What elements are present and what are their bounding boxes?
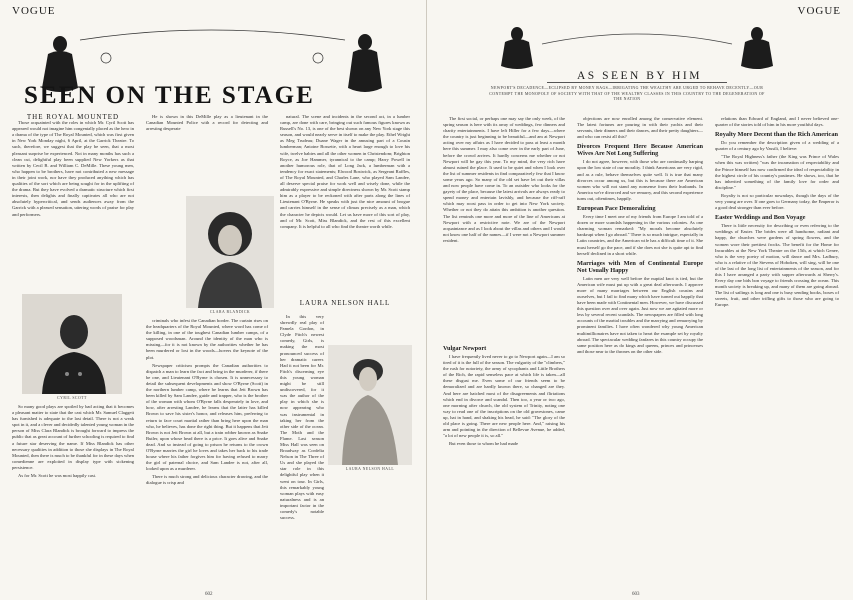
column-3-lower bbox=[280, 314, 324, 521]
column-2 bbox=[577, 116, 703, 584]
paragraph: The first social, or perhaps one may say the only week, of the spring season is here with its array of weddings, few dinners and charity entertainments. I have left Hiller for a few days—where the country is just beginning to be beautiful—and am at Newport acting over my affairs as I have decided to pass at least a month here this summer. I may also come over in the early part of June, before the crowd arrives. It hardly concerns me whether or not Newport will be gay this year. To my mind, the very rich have almost ruined the place. It used to be quiet and when I look over the list of summer residents in find comparatively few that I know some years ago. So many of the old set have let out their villas and now people have come in. To an outsider who looks for the gayety of the place, because the latest arrivals are always ready to spend money and entertain lavishly, and because the riff-raff which may roost pass in order to get into New York society. Whether or not they do attain this ambition is another question. The list reminds one more and more of the line of Americans at Newport with a restrictive note. We are of the Newport acquaintance and as I look about the villas and others and I would not know one half of the names—if I were not a Newport summer resident. bbox=[443, 116, 565, 243]
column-1-lower bbox=[12, 404, 134, 584]
paragraph: He is shown in this DeMille play as a lieutenant in the Canadian Mounted Police with a record for detecting and arresting desperate bbox=[146, 114, 268, 132]
section-title: SEEN ON THE STAGE bbox=[24, 82, 315, 109]
photo-caption: CYRIL SCOTT bbox=[57, 396, 87, 400]
subheading: Easter Weddings and Bon Voyage bbox=[715, 214, 806, 222]
paragraph: In this very shrewdly real play of Pamela Gordon, in Clyde Fitch's newest comedy, Girls, is making the most pronounced success of her dramatic career. Had it not been for Mr. Fitch's discerning eye this young woman might be still undiscovered, for it was the author of the play in which she is now appearing who was instrumental in taking her from the other side of the ocean. The Moth and the Flame. Last season Miss Hall was seen on Broadway as Cordelia Nelson in The Three of Us and she played the star role in this delightful play when it went on tour. In Girls, this remarkably young woman plays with easy naturalness and is an important factor in the comedy's notable success. bbox=[280, 314, 324, 521]
portrait-photo-cyril-scott bbox=[22, 294, 122, 394]
header-illustration bbox=[447, 16, 832, 68]
masthead-logo: VOGUE bbox=[797, 5, 841, 17]
column-1 bbox=[443, 116, 565, 341]
paragraph: There is much strong and delicious character drawing, and the dialogue is crisp and bbox=[146, 474, 268, 486]
column-3-heading bbox=[280, 300, 410, 312]
page-number: 603 bbox=[632, 592, 640, 597]
subheading: Vulgar Newport bbox=[443, 345, 487, 352]
paragraph: Every time I meet one of my friends from Europe I am told of a dozen or more scandals happening in the various colonies. As one charming woman remarked: "My morals become absolutely bankrupt when I go abroad." There is so much intrigue, especially in Latin countries, and the American wife has a difficult time of it. She must herself go the pace, and if she does not she is quite apt to find herself declined in a short while. bbox=[577, 214, 703, 256]
paragraph: There is little necessity for describing or even referring to the weddings of Easter. The brides were all handsome, radiant and happy, the churches were gardens of spring flowers, and the women wore their prettiest frocks. The benefit for the Home for Incurables at the New York Theatre on the 15th, at which Genee, who is the very poetry of motion, will dance and Mrs. Ladbury, who is a relative of the Stevens of Hoboken, will sing, will be one of the last of the long list of entertainments of the season, and for this I have arranged a party with supper afterwards at Sherry's. Every day one bids bon voyage to friends crossing the ocean. This month society is breaking up, and many of them are going abroad. The list of sailings is long and one is busy sending books, boxes of sweets, fruit, and other trifling gifts to those who are going to Europe. bbox=[715, 223, 839, 308]
paragraph: "The Royal Highness's father (the King was Prince of Wales when this was written) "was the incarnation of respectability and the Prince himself has now confirmed the ideal of respectability in the highest circle of his country's pastimes. He shows, too, that he has inherited something of the family love for order and discipline." bbox=[715, 154, 839, 190]
paragraph: So many good plays are spoiled by bad acting that it becomes a pleasant matter to state that the cast which Mr. Samuel Claggett has furnished is adequate to the last detail. There is not a weak spot in it, and a clever and decidedly talented young woman in the person of Miss Clara Blandick is brought forward to impress the public that as great account of further schooling is required to find a future star deserving the name. If Miss Blandick has other necessary qualities in addition to those she displays in The Royal Mounted, then there is much to be thankful for in these days when comedienne are exploited in display type with sickening persistence. bbox=[12, 404, 134, 470]
photo-caption: LAURA NELSON HALL bbox=[345, 467, 395, 471]
paragraph: natural. The scene and incidents in the second act, in a lumber camp, are done with care, bringing out such famous figures known as Russell's No. 13, is one of the best shown on any New York stage this season, and would nearly serve in itself to make the play. Ethel Wright as Meg Trudeau; Duane Wager in the amusing part of a Cousin lumberman; Antoine Bossette, with a heart large enough to love his wife, twelve babies and all the other women in Christendom; Brighton Royce, as Joe Hammer, tyrannical to the camp; Harry Powell in another humorous role, that of Long Jack, a lumberman with a tendency for exact statements; Elwood Bostwick, as Sergeant Raffles, of The Royal Mounted, and Charles Lane, who played Sam Landee, all deserve special praise for work well and wisely done, while the admirably expressive and simple directness shown by Mr. Scott stamp him as a player to be reckoned with after parts along the lines of Lieutenant O'Byrne. He speaks with just the nice amount of brogue and carries himself in the sense of climax precisely as a man, which the character he depicts would. Let us have more of this sort of play, and of Mr. Scott, Miss Blandick, and the rest of this excellent company. It is helpful to all who find the theatre worth while. bbox=[280, 114, 410, 229]
article-dek: NEWPORT'S DECADENCE—ECLIPSED BY MONEY BAGS—IRRIGATING THE WEALTHY ARE URGED TO BEHAVE DECENTLY—OUR CONTEMPT THE MONOPOLY OF SOCIETY WITH THAT OF THE WEALTHY CLASSES IN THIS COUNTRY TO THE DEGENERATION OF THE NATION bbox=[489, 86, 765, 101]
column-2 bbox=[146, 114, 268, 138]
column-1-lower bbox=[443, 342, 565, 584]
paragraph: Those acquainted with the roles in which Mr. Cyril Scott has appeared would not imagine him congenially placed as the hero in a drama of the type of The Royal Mounted, which was first given in New York Monday night, 6 April, at the Garrick Theatre. To such, therefore, we suggest that the play be seen, that a most pleasant surprise be experienced. Not in many months has such a clean cut, delightful play been supplied New Yorkers as that written by Cecil B. and William C. DeMille. These young men, who happen to be brothers, have not contributed a new message in their joint work, nor have they produced anything which has qualities of the sort which are being sought for in the uplifting of the drama. But they have evolved a dramatic structure which first interests, then delights and finally captivates all who are not absolutely hypercritical, and sends audiences away from the Garrick with a pleased sensation, uttering words of praise for play and performers. bbox=[12, 120, 134, 217]
column-1 bbox=[12, 114, 134, 299]
photo-caption: CLARA BLANDICK bbox=[209, 310, 251, 314]
divider bbox=[547, 82, 727, 83]
subheading: Divorces Frequent Here Because American Wives Are Not Long Suffering bbox=[577, 143, 703, 158]
subheading: European Pace Demoralizing bbox=[577, 205, 656, 213]
left-page bbox=[0, 0, 426, 600]
column-2-lower bbox=[146, 318, 268, 584]
article-heading: LAURA NELSON HALL bbox=[299, 299, 391, 307]
paragraph: Newspaper criticism prompts the Canadian authorities to dispatch a man to learn the fact and bring in the murderer, if there be one, and Lieutenant O'Byrne is chosen. It is unnecessary to detail the subsequent developments and show O'Byrne (Scott) in the northern lumber camp, where he learns that Jett Brown has been killed by Sam Landee, guide and trapper, who is the brother of the woman with whom O'Byrne falls desperately in love, and how, after arresting Landee, he learns that the latter has killed Brown to save his sister's honor, and releases him, preferring to return to face court martial rather than bring here upon the man who, he believes, has done the right thing. But it happens that Jett Brown is not Jett Brown at all, but a train robber known as Snake Butler, upon whose head there is a price. It goes alive and Snake dead. And so instead of going to prison he returns to the crown O'Byrne marries the girl he loves and takes her back to his trade house where his father forgives him for having refused to marry the girl of paternal choice, and Sam Landee is not, after all, looked upon as a murderer. bbox=[146, 362, 268, 472]
portrait-photo-clara-blandick bbox=[186, 196, 274, 308]
subheading: Marriages with Men of Continental Europe Not Usually Happy bbox=[577, 259, 703, 274]
article-heading: THE ROYAL MOUNTED bbox=[26, 113, 120, 121]
paragraph: objections are now enrolled among the conservative element. The latest fortunes are pouring in with their yachts and their servants, their dinners and their dances, and their pretty daughters—and who can resist all this? bbox=[577, 116, 703, 140]
paragraph: I have frequently lived never to go to Newport again—I am so tired of it is the full of the season. The vulgarity of the "climbers," the rush for notoriety, the army of sycophants and Little Brothers of the Rich, the rapid senseless pace at which life is taken—all these disgust me. Even some of our friends seem to be demoralized and are hardly known there, so changed are they. And here are hatched most of the disagreements and flirtations which end in divorce and scandal. Then too, a year or two ago, one morning after church, the old system of Trinity, noting one way to read one of the inscriptions on the old gravestones, came up, hat in hand, and shaking his head, he said: "The glory of the old place is going. There are new people here. And," raising his arm and pointing in the direction of Bellevue Avenue, he added, "a lot of new people it is, so all." bbox=[443, 354, 565, 439]
paragraph: Latin men are very well before the nuptial knot is tied, but the American wife must put up with a great deal afterwards. I approve more of many marriages between our English cousins and ourselves, but I fail to find many which have turned out happily that have been made with Continental men. However, we have discussed this question over and over again. Just now we are agitated more or less by several recent scandals. The newspapers are filled with long accounts of the marital troubles and the marrying and remarrying by prominent families. I have often wondered why young American multimillionaires have not taken to heart the example set by royalty abroad. The spectacular wedding fanfares in this country occupy the same position here as do kings and queens, princes and princesses and those near to the thrones on the other side. bbox=[577, 275, 703, 354]
page-number: 602 bbox=[205, 592, 213, 597]
paragraph: Royalty is not so particular nowadays, though the days of the very young are over. If one goes to Germany today, the Emperor is a good deal stronger than ever before. bbox=[715, 192, 839, 211]
column-3 bbox=[715, 116, 839, 584]
section-title: AS SEEN BY HIM bbox=[577, 70, 702, 82]
subheading: Royalty More Decent than the Rich American bbox=[715, 131, 838, 139]
paragraph: relations than Edward of England, and I never believed one-quarter of the stories told of him in his more youthful days. bbox=[715, 116, 839, 128]
paragraph: criminals who infest the Canadian border. The curtain rises on the headquarters of the Royal Mounted, where word has come of the killing, in one of the toughest Canadian lumber camps, of a supposed woodsman. Around the identity of the man who is missing—for it is not known by the authorities whether he has been murdered or lost in the woods—hovers the keynote of the plot. bbox=[146, 318, 268, 360]
masthead-logo: VOGUE bbox=[12, 5, 56, 17]
paragraph: But even those to whom he had made bbox=[449, 441, 519, 447]
paragraph: As for Mr. Scott he was most happily cast. bbox=[18, 473, 97, 479]
paragraph: Do you remember the description given of a wedding of a quarter of a century ago by Vassili, I believe: bbox=[715, 140, 839, 152]
right-page bbox=[427, 0, 853, 600]
column-3 bbox=[280, 114, 410, 294]
portrait-photo-laura-nelson-hall bbox=[328, 345, 412, 465]
paragraph: I do not agree, however, with those who are continually harping upon the low state of our morality. I think Americans are very rigid, and as a rule, behave themselves quite well. It is true that many divorces occur among us, but this is because there are American women who will not stand any nonsense from their husbands. In America we're divorced and we remarry, and this second experience turns out, oftentimes, happily. bbox=[577, 159, 703, 201]
